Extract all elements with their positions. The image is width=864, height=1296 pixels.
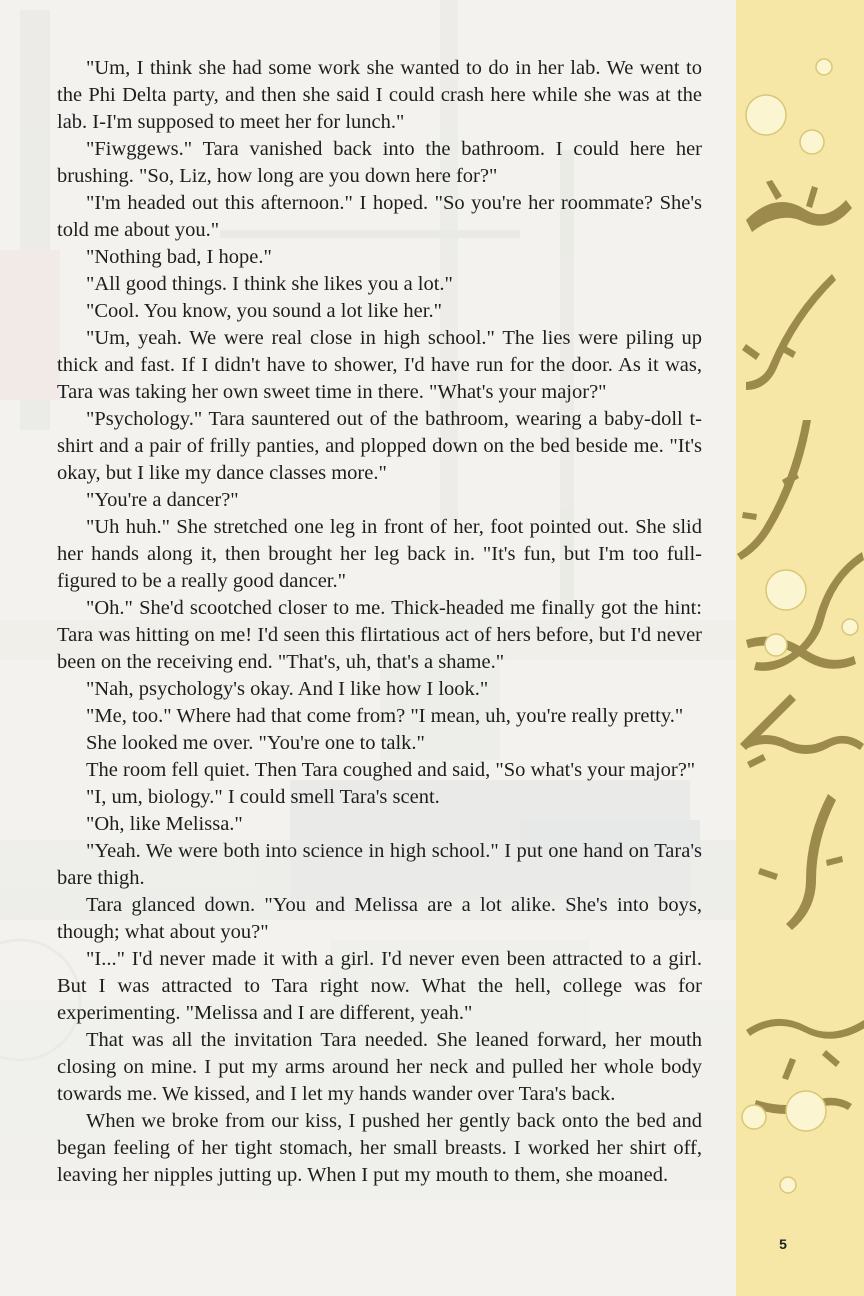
paragraph: The room fell quiet. Then Tara coughed and said, "So what's your major?" [86,759,696,781]
paragraph: "Uh huh." She stretched one leg in front of her, foot pointed out. She slid her hands along it, then brought her leg back in. "It's fun, but I'm too full-figured to be a really good dancer." [57,516,702,592]
paragraph: "I'm headed out this afternoon." I hoped. "So you're her roommate? She's told me about you." [57,192,702,241]
paragraph: "Nothing bad, I hope." [86,246,272,268]
paragraph: "Me, too." Where had that come from? "I mean, uh, you're really pretty." [86,705,684,727]
paragraph: "Um, yeah. We were real close in high school." The lies were piling up thick and fast. If I didn't have to shower, I'd have run for the door. As it was, Tara was taking her own sweet time in there. "What's your major?" [57,327,702,403]
lizard-icon [737,180,864,1114]
paragraph: "I..." I'd never made it with a girl. I'd never even been attracted to a girl. But I was attracted to Tara right now. What the hell, college was for experimenting. "Melissa and I are different, yeah." [57,948,702,1024]
paragraph: "Yeah. We were both into science in high school." I put one hand on Tara's bare thigh. [57,840,702,889]
lizard-pattern [736,0,864,1296]
paragraph: "All good things. I think she likes you a lot." [86,273,453,295]
decorative-side-band [736,0,864,1296]
paragraph: "Fiwggews." Tara vanished back into the bathroom. I could here her brushing. "So, Liz, how long are you down here for?" [57,138,702,187]
paragraph: "I, um, biology." I could smell Tara's scent. [86,786,440,808]
paragraph: She looked me over. "You're one to talk." [86,732,425,754]
paragraph: "You're a dancer?" [86,489,239,511]
paragraph: "Oh, like Melissa." [86,813,243,835]
paragraph: Tara glanced down. "You and Melissa are a lot alike. She's into boys, though; what about you?" [57,894,702,943]
paragraph: "Cool. You know, you sound a lot like her." [86,300,442,322]
paragraph: "Psychology." Tara sauntered out of the bathroom, wearing a baby-doll t-shirt and a pair of frilly panties, and plopped down on the bed beside me. "It's okay, but I like my dance classes more." [57,408,702,484]
paragraph: That was all the invitation Tara needed. She leaned forward, her mouth closing on mine. I put my arms around her neck and pulled her whole body towards me. We kissed, and I let my hands wander over Tara's back. [57,1029,702,1105]
page-number: 5 [779,1236,787,1252]
paragraph: "Oh." She'd scootched closer to me. Thick-headed me finally got the hint: Tara was hitting on me! I'd seen this flirtatious act of hers before, but I'd never been on the receiving end. "That's, uh, that's a shame." [57,597,702,673]
paragraph: "Um, I think she had some work she wanted to do in her lab. We went to the Phi Delta party, and then she said I could crash here while she was at the lab. I-I'm supposed to meet her for lunch." [57,57,702,133]
story-text [57,55,702,1189]
paragraph: When we broke from our kiss, I pushed her gently back onto the bed and began feeling of her tight stomach, her small breasts. I worked her shirt off, leaving her nipples jutting up. When I put my mouth to them, she moaned. [57,1110,702,1186]
paragraph: "Nah, psychology's okay. And I like how I look." [86,678,489,700]
